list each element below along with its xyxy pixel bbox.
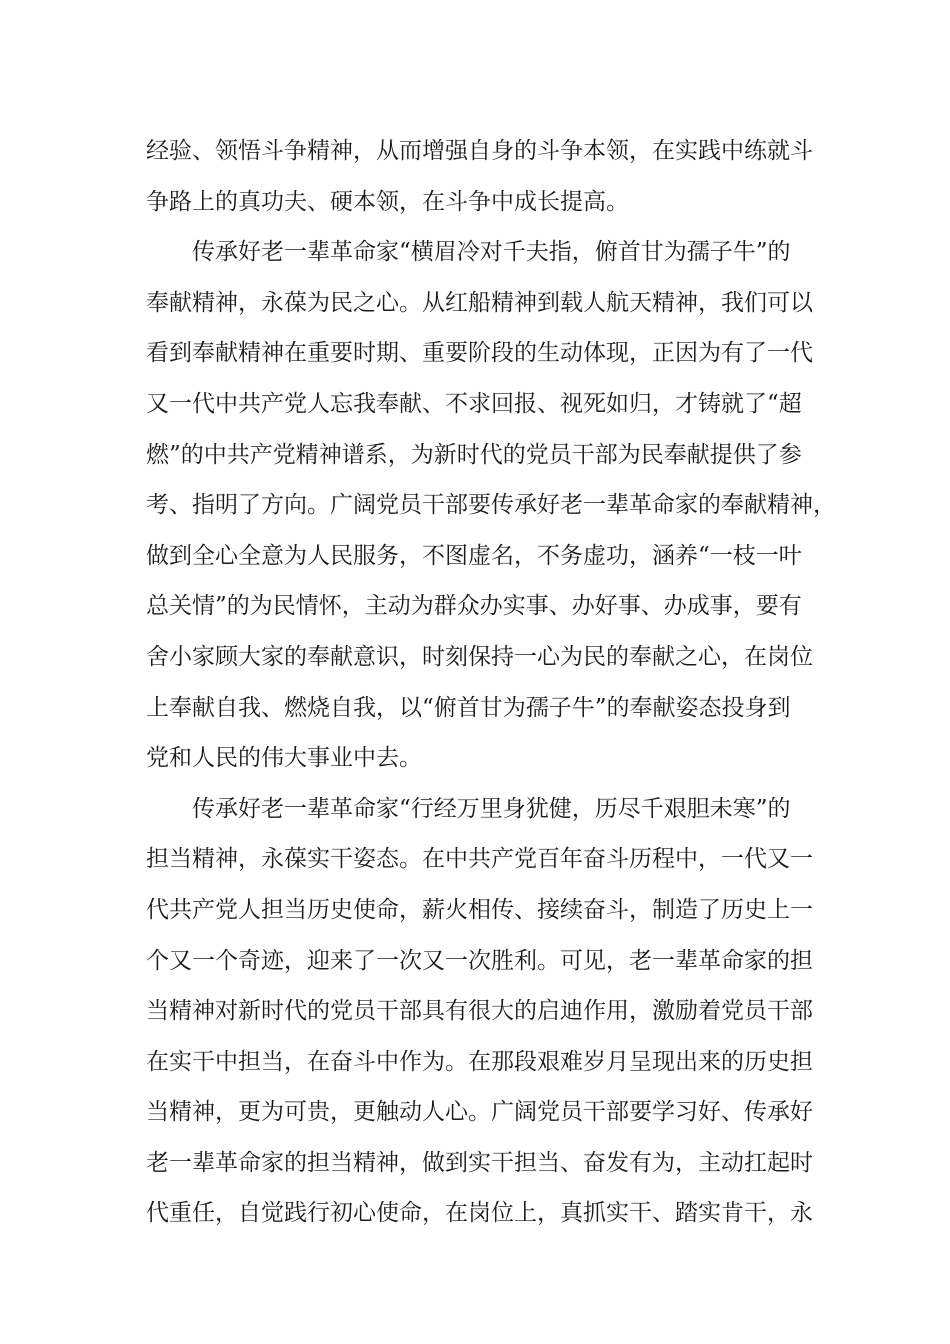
text-line: 个又一个奇迹，迎来了一次又一次胜利。可见，老一辈革命家的担 — [146, 947, 813, 974]
text-line: 做到全心全意为人民服务，不图虚名，不务虚功，涵养“一枝一叶 — [146, 542, 802, 569]
text-line: 又一代中共产党人忘我奉献、不求回报、视死如归，才铸就了“超 — [146, 390, 802, 417]
text-line: 当精神，更为可贵，更触动人心。广阔党员干部要学习好、传承好 — [146, 1099, 813, 1126]
text-line: 代重任，自觉践行初心使命，在岗位上，真抓实干、踏实肯干，永 — [146, 1200, 813, 1227]
text-line: 看到奉献精神在重要时期、重要阶段的生动体现，正因为有了一代 — [146, 340, 813, 367]
body-text — [146, 126, 836, 1239]
text-line: 总关情”的为民情怀，主动为群众办实事、办好事、办成事，要有 — [146, 593, 802, 620]
text-line: 经验、领悟斗争精神，从而增强自身的斗争本领，在实践中练就斗 — [146, 138, 813, 164]
text-line: 奉献精神，永葆为民之心。从红船精神到载人航天精神，我们可以 — [146, 289, 813, 316]
text-line: 当精神对新时代的党员干部具有很大的启迪作用，激励着党员干部 — [146, 998, 813, 1025]
text-line: 代共产党人担当历史使命，薪火相传、接续奋斗，制造了历史上一 — [146, 896, 813, 923]
text-line: 舍小家顾大家的奉献意识，时刻保持一心为民的奉献之心，在岗位 — [146, 643, 813, 670]
text-line: 考、指明了方向。广阔党员干部要传承好老一辈革命家的奉献精神， — [146, 492, 836, 519]
paragraph-first-line: 传承好老一辈革命家“横眉冷对千夫指，俯首甘为孺子牛”的 — [192, 239, 791, 266]
text-line: 在实干中担当，在奋斗中作为。在那段艰难岁月呈现出来的历史担 — [146, 1048, 813, 1075]
paragraph-first-line: 传承好老一辈革命家“行经万里身犹健，历尽千艰胆未寒”的 — [192, 795, 791, 822]
text-line: 担当精神，永葆实干姿态。在中共产党百年奋斗历程中，一代又一 — [146, 846, 813, 873]
text-line: 燃”的中共产党精神谱系，为新时代的党员干部为民奉献提供了参 — [146, 441, 802, 468]
text-line: 党和人民的伟大事业中去。 — [146, 745, 422, 772]
text-line: 争路上的真功夫、硬本领，在斗争中成长提高。 — [146, 188, 629, 215]
text-line: 上奉献自我、燃烧自我，以“俯首甘为孺子牛”的奉献姿态投身到 — [146, 694, 791, 721]
text-line: 老一辈革命家的担当精神，做到实干担当、奋发有为，主动扛起时 — [146, 1149, 813, 1176]
